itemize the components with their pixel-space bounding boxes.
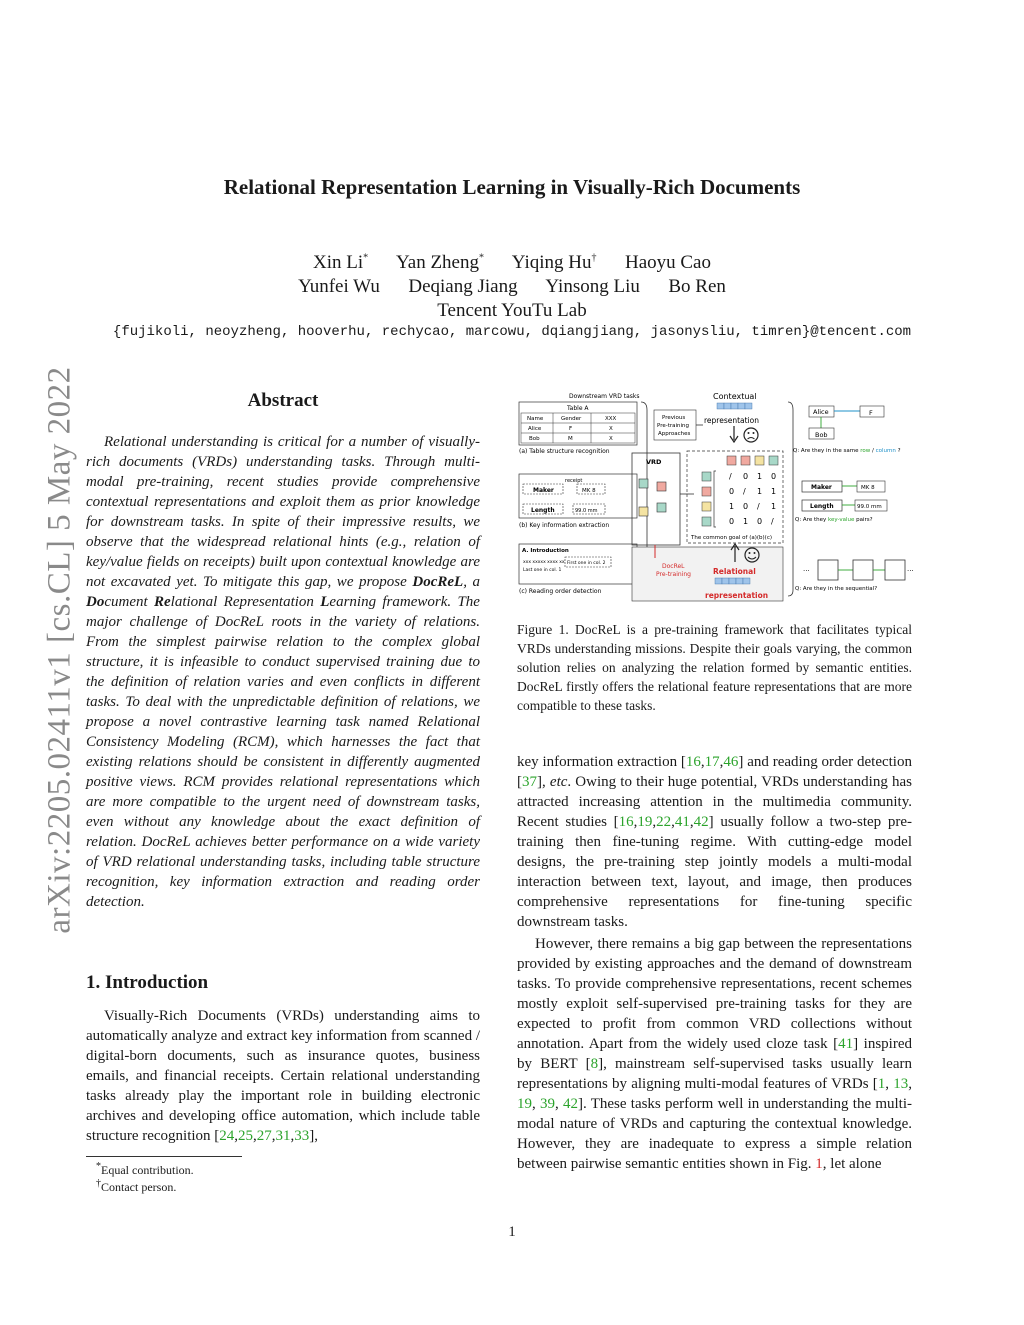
- label-c: (c) Reading order detection: [519, 588, 602, 595]
- citation-link[interactable]: 33: [294, 1128, 310, 1144]
- ro-right-text: First one in col. 2: [567, 561, 606, 566]
- abstract-part: earning framework. The major challenge of DocReL roots in the variety of relations. From the simplest pairwise relation to the complex global structure, it is infeasible to conduct supervised training due to the definition of relation varies and even conflicts in different tasks. To deal with the unpredictable definition of relations, we propose a novel contrastive learning task named Relational Consistency Modeling (RCM), which harnesses the fact that existing relations should be consistent in differently augmented positive views. RCM provides relational representations which are more compatible to the urgent need of downstream tasks, even without any knowledge about the exact definition of relation. DocReL achieves better performance on a wide variety of VRD relational understanding tasks, including table structure recognition, key information extraction and reading order detection.: [86, 594, 480, 910]
- citation-link[interactable]: 19: [637, 814, 653, 830]
- body-text: , let alone: [822, 1156, 882, 1172]
- citation-link[interactable]: 27: [256, 1128, 272, 1144]
- body-text: ]. These tasks perform well in understanding the multi-modal nature of VRDs and capturing the contextual knowledge. However, they are inadequate to express a simple relation between pairwise semantic entities shown in Fig.: [517, 1096, 913, 1172]
- question-text: ?: [895, 448, 901, 454]
- body-text: etc: [549, 774, 568, 790]
- author-name: Yinsong Liu: [545, 276, 640, 297]
- citation-link[interactable]: 39: [540, 1096, 555, 1112]
- table-cell: XXX: [605, 416, 617, 422]
- body-text: ] inspired by BERT [: [517, 1036, 912, 1072]
- citation-link[interactable]: 1: [877, 1076, 886, 1092]
- abstract-text: [86, 432, 480, 912]
- abstract-heading: Abstract: [247, 390, 319, 411]
- table-cell: M: [568, 436, 573, 442]
- body-text: ] usually follow a two-step pre-training then fine-tuning regime. With cutting-edge model designs, the pre-training step jointly models a multi-modal interaction between text, layout, and image, then produces comprehensive representations for fine-tuning specific downstream tasks.: [517, 814, 913, 930]
- abstract-part: lational Representation: [170, 594, 321, 610]
- intro-text: ],: [309, 1128, 319, 1144]
- matrix-cell: 0: [729, 517, 735, 526]
- matrix-cell: /: [771, 517, 774, 526]
- table-grid: [521, 413, 635, 443]
- relation-matrix: [729, 472, 776, 526]
- right-column-paragraph-1: key information extraction [16,17,46] and reading order detection [37], etc. Owing to their huge potential, VRDs understanding has attracted increasing attention in the multimedia community. Recent studies [16,19,22,41,42] usually follow a two-step pre-training then fine-tuning regime. With cutting-edge model designs, the pre-training step jointly models a multi-modal interaction between text, layout, and image, then produces comprehensive representations for fine-tuning specific downstream tasks.: [517, 754, 913, 930]
- author-row-2: [0, 276, 1024, 298]
- right-column-paragraph-2: However, there remains a big gap between the representations provided by existing approaches and the demand of downstream tasks. To provide comprehensive representations, recent schemes mostly exploit self-supervised pre-training tasks for they are expected to profit from common VRD collections without annotation. Apart from the widely used cloze task [41] inspired by BERT [8], mainstream self-supervised tasks usually learn representations by aligning multi-modal features of VRDs [1, 13, 19, 39, 42]. These tasks perform well in understanding the multi-modal nature of VRDs and capturing the contextual knowledge. However, they are inadequate to express a simple relation between pairwise semantic entities shown in Fig. 1, let alone: [517, 936, 913, 1172]
- matrix-cell: 1: [771, 487, 777, 496]
- question-text: Q: Are they in the same: [793, 448, 861, 454]
- question-3: Q: Are they in the sequential?: [795, 586, 878, 592]
- matrix-cell: /: [757, 502, 760, 511]
- question-kv: key-value: [828, 517, 855, 523]
- figure-link[interactable]: 1: [815, 1156, 823, 1172]
- table-cell: Name: [527, 416, 544, 422]
- docrel-name: DocReL: [412, 574, 464, 590]
- alice-label: Alice: [813, 408, 829, 416]
- question-column: column: [875, 448, 896, 454]
- mk-label: MK 8: [861, 485, 875, 491]
- acronym-letter: Re: [153, 594, 171, 610]
- citation-link[interactable]: 31: [275, 1128, 291, 1144]
- contextual-label: Contextual: [713, 392, 757, 401]
- acronym-letter: Do: [86, 594, 105, 610]
- mm-label: 99.0 mm: [857, 504, 882, 510]
- paper-title: Relational Representation Learning in Visually-Rich Documents: [223, 175, 801, 199]
- docrel-label: DocReL: [662, 563, 685, 570]
- kie-key: Length: [531, 507, 555, 514]
- affiliation: Tencent YouTu Lab: [437, 300, 587, 321]
- previous-line: Approaches: [658, 431, 691, 437]
- author-emails: {fujikoli, neoyzheng, hooverhu, rechycao, marcowu, dqiangjiang, jasonysliu, timren}@tencent.com: [112, 324, 912, 340]
- body-text: However, there remains a big gap between the representations provided by existing approaches and the demand of downstream tasks. To provide comprehensive representations, recent schemes mostly exploit self-supervised pre-training tasks for they are expected to profit from common VRD collections without annotation. Apart from the widely used cloze task [: [517, 936, 912, 1052]
- author-name: Yiqing Hu: [511, 252, 592, 273]
- citation-link[interactable]: 13: [893, 1076, 909, 1092]
- relational-label: Relational: [713, 567, 756, 576]
- abstract-part: Relational understanding is critical for a number of visually-rich documents (VRDs) understanding tasks. Through multi-modal pre-training, recent studies provide comprehensive contextual representations and exploit them as prior knowledge for downstream tasks. In spite of their impressive results, we observe that the widespread relational hints (e.g., relation of key/value fields on receipts) built upon contextual knowledge are not excavated yet. To mitigate this gap, we propose: [86, 434, 480, 590]
- footnote-mark: *: [96, 1161, 101, 1172]
- citation-link[interactable]: 22: [656, 814, 672, 830]
- ro-heading: A. Introduction: [522, 548, 569, 554]
- citation-link[interactable]: 42: [563, 1096, 578, 1112]
- table-title: Table A: [567, 405, 589, 412]
- citation-link[interactable]: 16: [618, 814, 634, 830]
- docrel-label: Pre-training: [656, 571, 691, 578]
- footnote-2: [96, 1178, 176, 1195]
- matrix-cell: 0: [743, 472, 749, 481]
- vrd-box: [632, 453, 680, 545]
- citation-link[interactable]: 8: [590, 1056, 599, 1072]
- intro-text: Visually-Rich Documents (VRDs) understanding aims to automatically analyze and extract key information from scanned / digital-born documents, such as insurance quotes, business emails, and financial receipts. Certain relational understanding tasks already play the important role in building electronic archives and developing office automation, which include table structure recognition [: [86, 1008, 481, 1144]
- ro-left-text: xxx xxxxx xxxx xx: [523, 560, 565, 565]
- table-cell: Bob: [529, 436, 540, 442]
- matrix-cell: 1: [729, 502, 735, 511]
- table-cell: F: [569, 426, 573, 432]
- body-text: ],: [537, 774, 550, 790]
- citation-link[interactable]: 19: [517, 1096, 532, 1112]
- author-name: Haoyu Cao: [624, 252, 711, 273]
- receipt-title: receipt: [565, 478, 583, 484]
- table-cell: Alice: [528, 426, 542, 432]
- body-text: . Owing to their huge potential, VRDs understanding has attracted increasing attention in the multimedia community. Recent studies [: [517, 774, 912, 830]
- question-text: pairs?: [854, 517, 873, 523]
- contextual-embedding: [717, 403, 752, 409]
- question-row: row: [860, 448, 871, 454]
- kie-key: Maker: [533, 487, 554, 494]
- common-goal-label: The common goal of (a)(b)(c): [691, 535, 772, 541]
- citation-link[interactable]: 42: [693, 814, 709, 830]
- matrix-cell: 0: [743, 502, 749, 511]
- maker-label: Maker: [811, 484, 832, 491]
- length-label: Length: [810, 503, 834, 510]
- label-a: (a) Table structure recognition: [519, 448, 610, 455]
- author-row-1: [0, 252, 1024, 274]
- footnote-1: [96, 1161, 194, 1178]
- matrix-cell: 1: [771, 502, 777, 511]
- abstract-part: cument: [104, 594, 154, 610]
- citation-link[interactable]: 24: [219, 1128, 235, 1144]
- previous-line: Pre-training: [657, 423, 690, 429]
- author-name: Deqiang Jiang: [408, 276, 518, 297]
- intro-paragraph: Visually-Rich Documents (VRDs) understanding aims to automatically analyze and extract key information from scanned / digital-born documents, such as insurance quotes, business emails, and financial receipts. Certain relational understanding tasks already play the important role in building electronic archives and developing office automation, which include table structure recognition [24,25,27,31,33],: [86, 1008, 481, 1144]
- f-label: F: [869, 409, 873, 417]
- question-2: [795, 517, 873, 523]
- citation-link[interactable]: 41: [674, 814, 690, 830]
- vrd-label: VRD: [646, 458, 662, 466]
- citation-link[interactable]: 41: [838, 1036, 854, 1052]
- citation-link[interactable]: 46: [723, 754, 739, 770]
- sequence-dots: ...: [907, 565, 914, 573]
- matrix-cell: 1: [743, 517, 749, 526]
- previous-line: Previous: [662, 415, 686, 421]
- footnote-text: Contact person.: [101, 1180, 177, 1194]
- figure-1-diagram: [515, 390, 920, 605]
- relational-embedding: [715, 578, 750, 584]
- acronym-letter: L: [320, 594, 330, 610]
- table-cell: X: [609, 436, 613, 442]
- bob-label: Bob: [815, 431, 828, 439]
- footnote-text: Equal contribution.: [101, 1163, 194, 1177]
- abstract-part: , a: [463, 574, 481, 590]
- label-b: (b) Key information extraction: [519, 522, 610, 529]
- contextual-representation-label: representation: [704, 416, 760, 425]
- matrix-cell: 0: [729, 487, 735, 496]
- matrix-cell: 0: [757, 517, 763, 526]
- citation-link[interactable]: 25: [238, 1128, 254, 1144]
- citation-link[interactable]: 17: [704, 754, 720, 770]
- citation-link[interactable]: 16: [685, 754, 701, 770]
- downstream-title: Downstream VRD tasks: [569, 393, 640, 400]
- sad-face-icon: [744, 428, 758, 442]
- matrix-cell: /: [743, 487, 746, 496]
- ro-left-text-2: Last one in col. 1: [523, 568, 562, 573]
- figure-1-caption: Figure 1. DocReL is a pre-training framework that facilitates typical VRDs understanding missions. Despite their goals varying, the common solution relies on analyzing the relation formed by semantic entities. DocReL firstly offers the relational feature representations that are more compatible to these tasks.: [517, 622, 912, 713]
- author-name: Bo Ren: [668, 276, 726, 297]
- page-number: 1: [508, 1224, 516, 1240]
- section-heading-introduction: 1. Introduction: [86, 972, 209, 993]
- body-text: key information extraction [: [517, 754, 686, 770]
- question-text: /: [870, 448, 876, 454]
- matrix-cell: 1: [757, 472, 763, 481]
- author-mark: †: [591, 252, 597, 264]
- arxiv-identifier: arXiv:2205.02411v1 [cs.CL] 5 May 2022: [41, 366, 78, 934]
- kie-value: MK 8: [582, 488, 596, 494]
- author-mark: *: [363, 252, 369, 264]
- body-text: ] and reading order detection [: [517, 754, 912, 790]
- table-cell: Gender: [561, 416, 582, 422]
- author-name: Yunfei Wu: [298, 276, 380, 297]
- question-1: [793, 448, 901, 454]
- author-name: Xin Li: [313, 252, 364, 273]
- footnote-rule: [86, 1156, 242, 1157]
- question-text: Q: Are they: [795, 517, 828, 523]
- author-name: Yan Zheng: [395, 252, 479, 273]
- matrix-cell: 0: [771, 472, 777, 481]
- body-text: ], mainstream self-supervised tasks usually learn representations by aligning multi-modal features of VRDs [: [517, 1056, 912, 1092]
- citation-link[interactable]: 37: [522, 774, 537, 790]
- author-mark: *: [478, 252, 484, 264]
- kie-value: 99.0 mm: [575, 508, 598, 514]
- sequence-dots: ...: [803, 565, 810, 573]
- footnote-mark: †: [96, 1178, 101, 1189]
- relational-representation-label: representation: [705, 591, 769, 600]
- matrix-cell: 1: [757, 487, 763, 496]
- table-cell: X: [609, 426, 613, 432]
- matrix-cell: /: [729, 472, 732, 481]
